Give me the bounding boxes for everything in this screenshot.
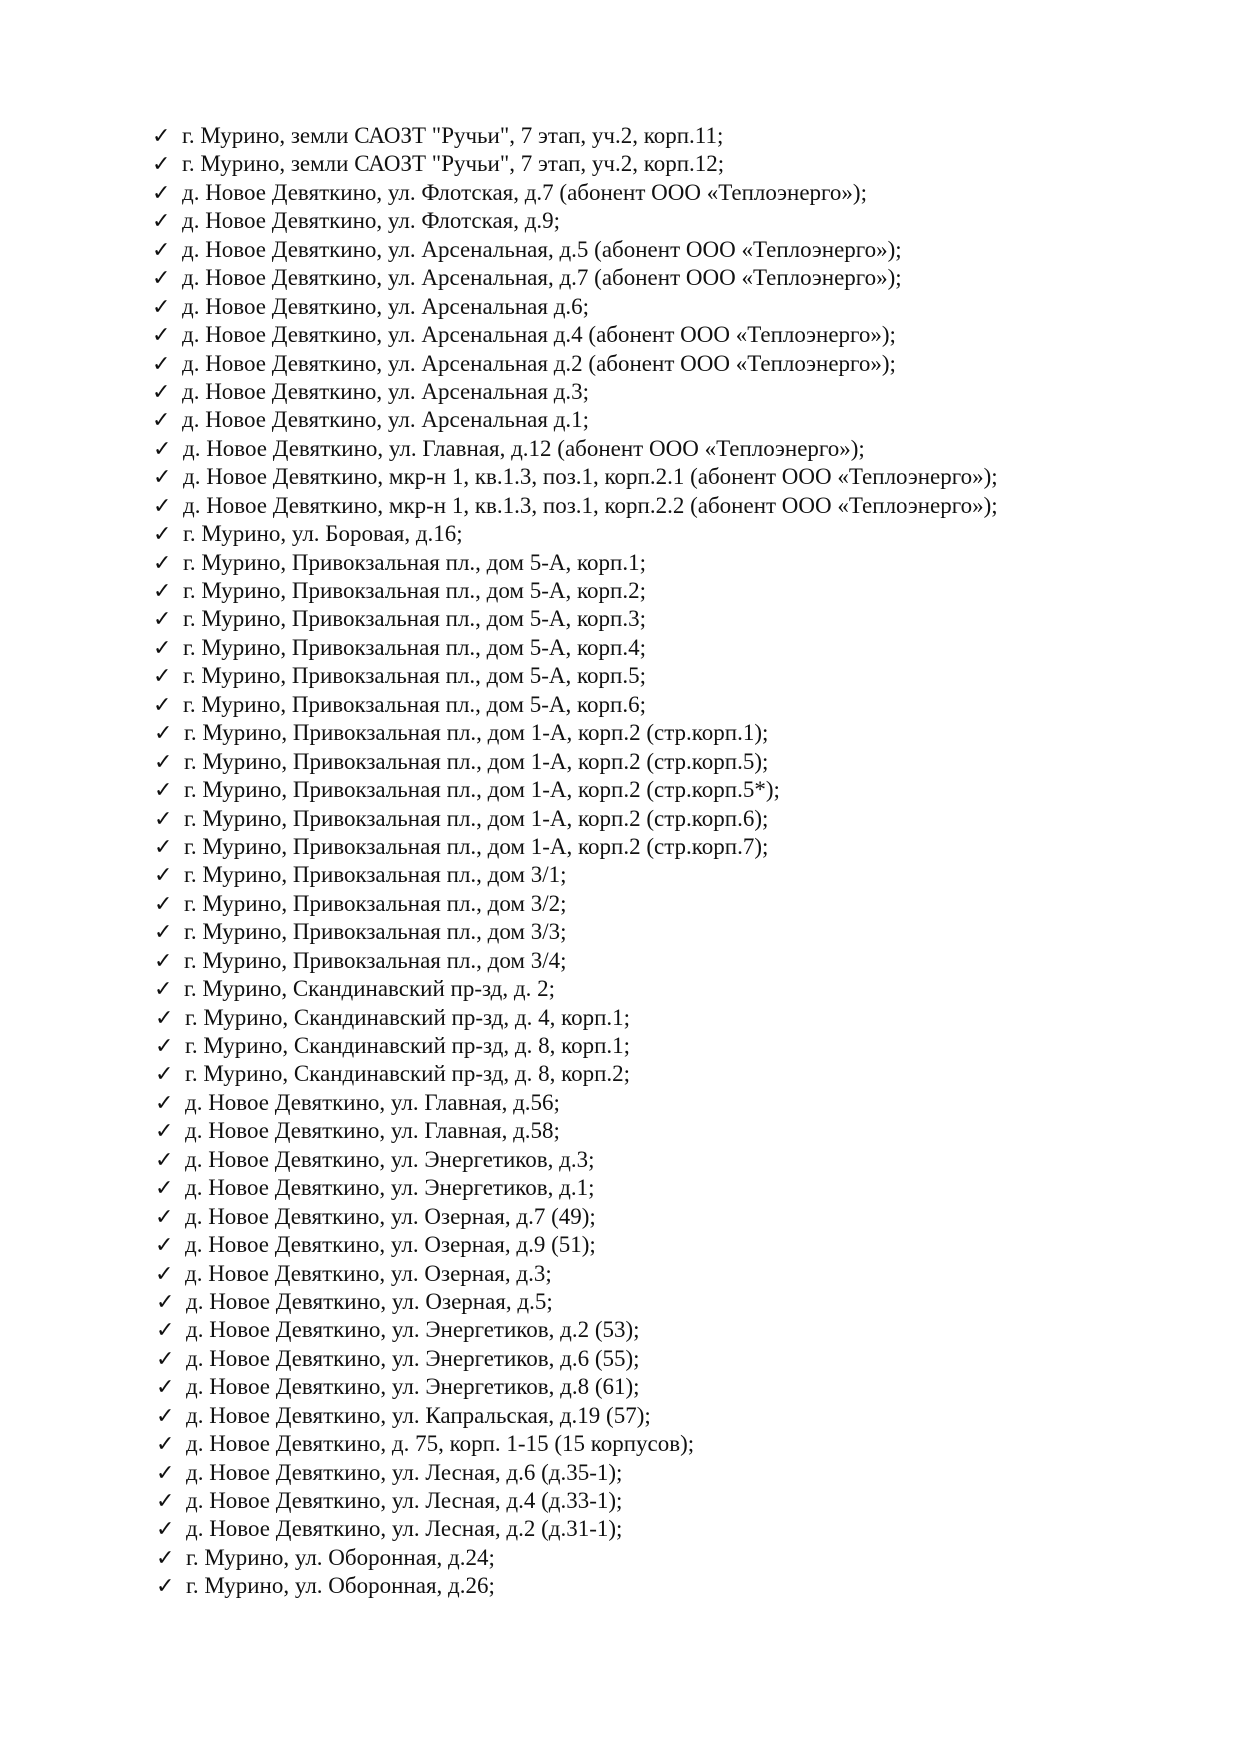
- check-mark-icon: ✓: [156, 1517, 175, 1543]
- list-item: [156, 1572, 1216, 1600]
- list-item: [152, 350, 1212, 378]
- list-item: [155, 1174, 1215, 1202]
- list-item: [155, 1117, 1215, 1145]
- address-text: д. Новое Девяткино, ул. Лесная, д.4 (д.33-1);: [186, 1488, 623, 1513]
- list-item: [155, 1260, 1215, 1288]
- list-item: [156, 1487, 1216, 1515]
- address-text: г. Мурино, Привокзальная пл., дом 3/3;: [184, 919, 567, 945]
- list-item: [156, 1459, 1216, 1487]
- list-item: [152, 293, 1212, 321]
- address-text: д. Новое Девяткино, ул. Энергетиков, д.6 (55);: [186, 1345, 640, 1371]
- check-mark-icon: ✓: [153, 607, 172, 633]
- address-text: г. Мурино, Привокзальная пл., дом 3/1;: [184, 862, 567, 888]
- check-mark-icon: ✓: [154, 834, 173, 860]
- address-text: д. Новое Девяткино, ул. Главная, д.56;: [185, 1089, 560, 1115]
- address-text: д. Новое Девяткино, ул. Озерная, д.3;: [185, 1260, 552, 1286]
- list-item: [154, 947, 1214, 975]
- list-item: [156, 1373, 1216, 1401]
- check-mark-icon: ✓: [152, 266, 171, 292]
- list-item: [156, 1316, 1216, 1344]
- check-mark-icon: ✓: [156, 1403, 175, 1429]
- check-mark-icon: ✓: [153, 635, 172, 661]
- address-text: д. Новое Девяткино, ул. Энергетиков, д.1;: [185, 1175, 595, 1201]
- address-text: д. Новое Девяткино, ул. Энергетиков, д.8 (61);: [186, 1374, 640, 1400]
- list-item: [156, 1430, 1216, 1458]
- address-text: д. Новое Девяткино, ул. Энергетиков, д.2 (53);: [186, 1317, 640, 1343]
- list-item: [153, 691, 1213, 719]
- address-text: д. Новое Девяткино, ул. Флотская, д.9;: [182, 208, 561, 234]
- list-item: [154, 890, 1214, 918]
- check-mark-icon: ✓: [154, 778, 173, 804]
- list-item: [155, 1060, 1215, 1088]
- list-item: [152, 150, 1212, 178]
- check-mark-icon: ✓: [155, 1005, 174, 1031]
- list-item: [152, 122, 1212, 150]
- address-text: г. Мурино, Привокзальная пл., дом 1-А, корп.2 (стр.корп.1);: [184, 720, 769, 746]
- check-mark-icon: ✓: [153, 579, 172, 604]
- list-item: [153, 577, 1213, 605]
- address-text: д. Новое Девяткино, ул. Лесная, д.2 (д.31-1);: [186, 1516, 623, 1542]
- check-mark-icon: ✓: [153, 522, 172, 548]
- list-item: [154, 918, 1214, 946]
- check-mark-icon: ✓: [153, 436, 172, 462]
- check-mark-icon: ✓: [154, 806, 173, 832]
- address-text: г. Мурино, земли САОЗТ "Ручьи", 7 этап, уч.2, корп.11;: [182, 123, 724, 148]
- check-mark-icon: ✓: [156, 1460, 175, 1486]
- check-mark-icon: ✓: [156, 1432, 175, 1458]
- address-text: г. Мурино, Привокзальная пл., дом 5-А, корп.6;: [183, 691, 646, 717]
- check-mark-icon: ✓: [152, 124, 171, 149]
- address-text: г. Мурино, Привокзальная пл., дом 3/2;: [184, 890, 567, 916]
- list-item: [156, 1345, 1216, 1373]
- check-mark-icon: ✓: [155, 1204, 174, 1230]
- check-mark-icon: ✓: [152, 152, 171, 178]
- check-mark-icon: ✓: [152, 180, 171, 206]
- address-text: г. Мурино, Привокзальная пл., дом 5-А, корп.2;: [183, 578, 646, 603]
- list-item: [152, 207, 1212, 235]
- address-text: г. Мурино, ул. Оборонная, д.24;: [186, 1544, 495, 1570]
- list-item: [156, 1515, 1216, 1543]
- list-item: [153, 634, 1213, 662]
- list-item: [155, 1089, 1215, 1117]
- list-item: [156, 1544, 1216, 1572]
- check-mark-icon: ✓: [155, 1233, 174, 1259]
- check-mark-icon: ✓: [153, 692, 172, 718]
- check-mark-icon: ✓: [152, 323, 171, 349]
- list-item: [155, 1004, 1215, 1032]
- list-item: [154, 719, 1214, 747]
- list-item: [152, 236, 1212, 264]
- check-mark-icon: ✓: [154, 920, 173, 946]
- check-mark-icon: ✓: [152, 408, 171, 434]
- address-text: д. Новое Девяткино, ул. Арсенальная, д.5 (абонент ООО «Теплоэнерго»);: [182, 236, 902, 262]
- address-text: д. Новое Девяткино, ул. Главная, д.58;: [185, 1118, 560, 1144]
- address-text: г. Мурино, Привокзальная пл., дом 5-А, корп.5;: [183, 663, 646, 689]
- address-text: д. Новое Девяткино, ул. Арсенальная д.4 (абонент ООО «Теплоэнерго»);: [182, 322, 896, 348]
- list-item: [156, 1402, 1216, 1430]
- check-mark-icon: ✓: [156, 1545, 175, 1571]
- check-mark-icon: ✓: [152, 209, 171, 235]
- list-item: [154, 833, 1214, 861]
- check-mark-icon: ✓: [156, 1574, 175, 1600]
- address-text: г. Мурино, Скандинавский пр-зд, д. 2;: [184, 976, 555, 1002]
- list-item: [156, 1288, 1216, 1316]
- list-item: [155, 1203, 1215, 1231]
- list-item: [155, 1231, 1215, 1259]
- address-text: д. Новое Девяткино, ул. Арсенальная, д.7 (абонент ООО «Теплоэнерго»);: [182, 265, 902, 291]
- check-mark-icon: ✓: [155, 1090, 174, 1116]
- list-item: [152, 179, 1212, 207]
- list-item: [154, 861, 1214, 889]
- check-mark-icon: ✓: [155, 1261, 174, 1287]
- check-mark-icon: ✓: [153, 493, 172, 519]
- address-text: г. Мурино, Привокзальная пл., дом 1-А, корп.2 (стр.корп.5*);: [184, 777, 780, 803]
- address-text: г. Мурино, Скандинавский пр-зд, д. 4, корп.1;: [185, 1004, 631, 1030]
- list-item: [153, 435, 1213, 463]
- check-mark-icon: ✓: [156, 1289, 175, 1315]
- check-mark-icon: ✓: [155, 1062, 174, 1088]
- check-mark-icon: ✓: [152, 379, 171, 405]
- address-text: д. Новое Девяткино, ул. Арсенальная д.3;: [182, 378, 590, 404]
- address-text: г. Мурино, Скандинавский пр-зд, д. 8, корп.2;: [185, 1061, 631, 1087]
- list-item: [152, 264, 1212, 292]
- check-mark-icon: ✓: [152, 294, 171, 320]
- address-text: д. Новое Девяткино, ул. Энергетиков, д.3;: [185, 1146, 595, 1172]
- address-text: д. Новое Девяткино, ул. Главная, д.12 (абонент ООО «Теплоэнерго»);: [183, 435, 865, 461]
- check-mark-icon: ✓: [155, 1034, 174, 1059]
- address-text: д. Новое Девяткино, ул. Озерная, д.9 (51);: [185, 1232, 596, 1258]
- address-text: г. Мурино, Скандинавский пр-зд, д. 8, корп.1;: [185, 1033, 631, 1058]
- list-item: [154, 776, 1214, 804]
- check-mark-icon: ✓: [152, 237, 171, 263]
- check-mark-icon: ✓: [154, 977, 173, 1003]
- check-mark-icon: ✓: [156, 1346, 175, 1372]
- list-item: [152, 406, 1212, 434]
- list-item: [152, 321, 1212, 349]
- address-text: г. Мурино, Привокзальная пл., дом 1-А, корп.2 (стр.корп.6);: [184, 805, 769, 831]
- check-mark-icon: ✓: [154, 863, 173, 889]
- check-mark-icon: ✓: [155, 1176, 174, 1202]
- address-text: д. Новое Девяткино, ул. Капральская, д.19 (57);: [186, 1402, 651, 1428]
- address-text: д. Новое Девяткино, ул. Арсенальная д.1;: [182, 407, 590, 433]
- list-item: [154, 805, 1214, 833]
- check-mark-icon: ✓: [152, 351, 171, 377]
- address-text: г. Мурино, Привокзальная пл., дом 5-А, корп.4;: [183, 634, 646, 660]
- address-text: г. Мурино, ул. Оборонная, д.26;: [186, 1573, 495, 1599]
- list-item: [153, 520, 1213, 548]
- address-text: г. Мурино, Привокзальная пл., дом 1-А, корп.2 (стр.корп.7);: [184, 833, 769, 859]
- check-mark-icon: ✓: [154, 749, 173, 775]
- check-mark-icon: ✓: [154, 721, 173, 747]
- address-text: д. Новое Девяткино, мкр-н 1, кв.1.3, поз.1, корп.2.1 (абонент ООО «Теплоэнерго»);: [183, 464, 998, 490]
- check-mark-icon: ✓: [153, 664, 172, 690]
- check-mark-icon: ✓: [154, 948, 173, 974]
- list-item: [153, 662, 1213, 690]
- address-text: д. Новое Девяткино, ул. Арсенальная д.2 (абонент ООО «Теплоэнерго»);: [182, 350, 896, 376]
- address-text: д. Новое Девяткино, ул. Озерная, д.7 (49);: [185, 1203, 596, 1229]
- address-text: г. Мурино, земли САОЗТ "Ручьи", 7 этап, уч.2, корп.12;: [182, 151, 725, 177]
- address-text: г. Мурино, ул. Боровая, д.16;: [183, 521, 463, 547]
- list-item: [153, 549, 1213, 577]
- list-item: [154, 748, 1214, 776]
- address-text: г. Мурино, Привокзальная пл., дом 5-А, корп.1;: [183, 549, 646, 575]
- list-item: [153, 463, 1213, 491]
- check-mark-icon: ✓: [154, 891, 173, 917]
- address-text: д. Новое Девяткино, ул. Арсенальная д.6;: [182, 293, 590, 319]
- list-item: [153, 605, 1213, 633]
- check-mark-icon: ✓: [156, 1318, 175, 1344]
- list-item: [155, 1032, 1215, 1060]
- address-text: г. Мурино, Привокзальная пл., дом 5-А, корп.3;: [183, 606, 646, 632]
- address-text: д. Новое Девяткино, мкр-н 1, кв.1.3, поз.1, корп.2.2 (абонент ООО «Теплоэнерго»);: [183, 492, 998, 518]
- check-mark-icon: ✓: [153, 550, 172, 576]
- address-text: д. Новое Девяткино, ул. Озерная, д.5;: [186, 1288, 553, 1314]
- check-mark-icon: ✓: [155, 1147, 174, 1173]
- list-item: [152, 378, 1212, 406]
- address-text: г. Мурино, Привокзальная пл., дом 3/4;: [184, 947, 567, 973]
- check-mark-icon: ✓: [156, 1489, 175, 1514]
- list-item: [155, 1146, 1215, 1174]
- check-mark-icon: ✓: [155, 1119, 174, 1145]
- address-text: д. Новое Девяткино, ул. Лесная, д.6 (д.35-1);: [186, 1459, 623, 1485]
- address-text: д. Новое Девяткино, д. 75, корп. 1-15 (15 корпусов);: [186, 1431, 695, 1457]
- address-text: г. Мурино, Привокзальная пл., дом 1-А, корп.2 (стр.корп.5);: [184, 748, 769, 774]
- address-text: д. Новое Девяткино, ул. Флотская, д.7 (абонент ООО «Теплоэнерго»);: [182, 179, 867, 205]
- check-mark-icon: ✓: [156, 1375, 175, 1401]
- check-mark-icon: ✓: [153, 465, 172, 491]
- address-list: [152, 122, 1212, 1601]
- list-item: [154, 975, 1214, 1003]
- list-item: [153, 492, 1213, 520]
